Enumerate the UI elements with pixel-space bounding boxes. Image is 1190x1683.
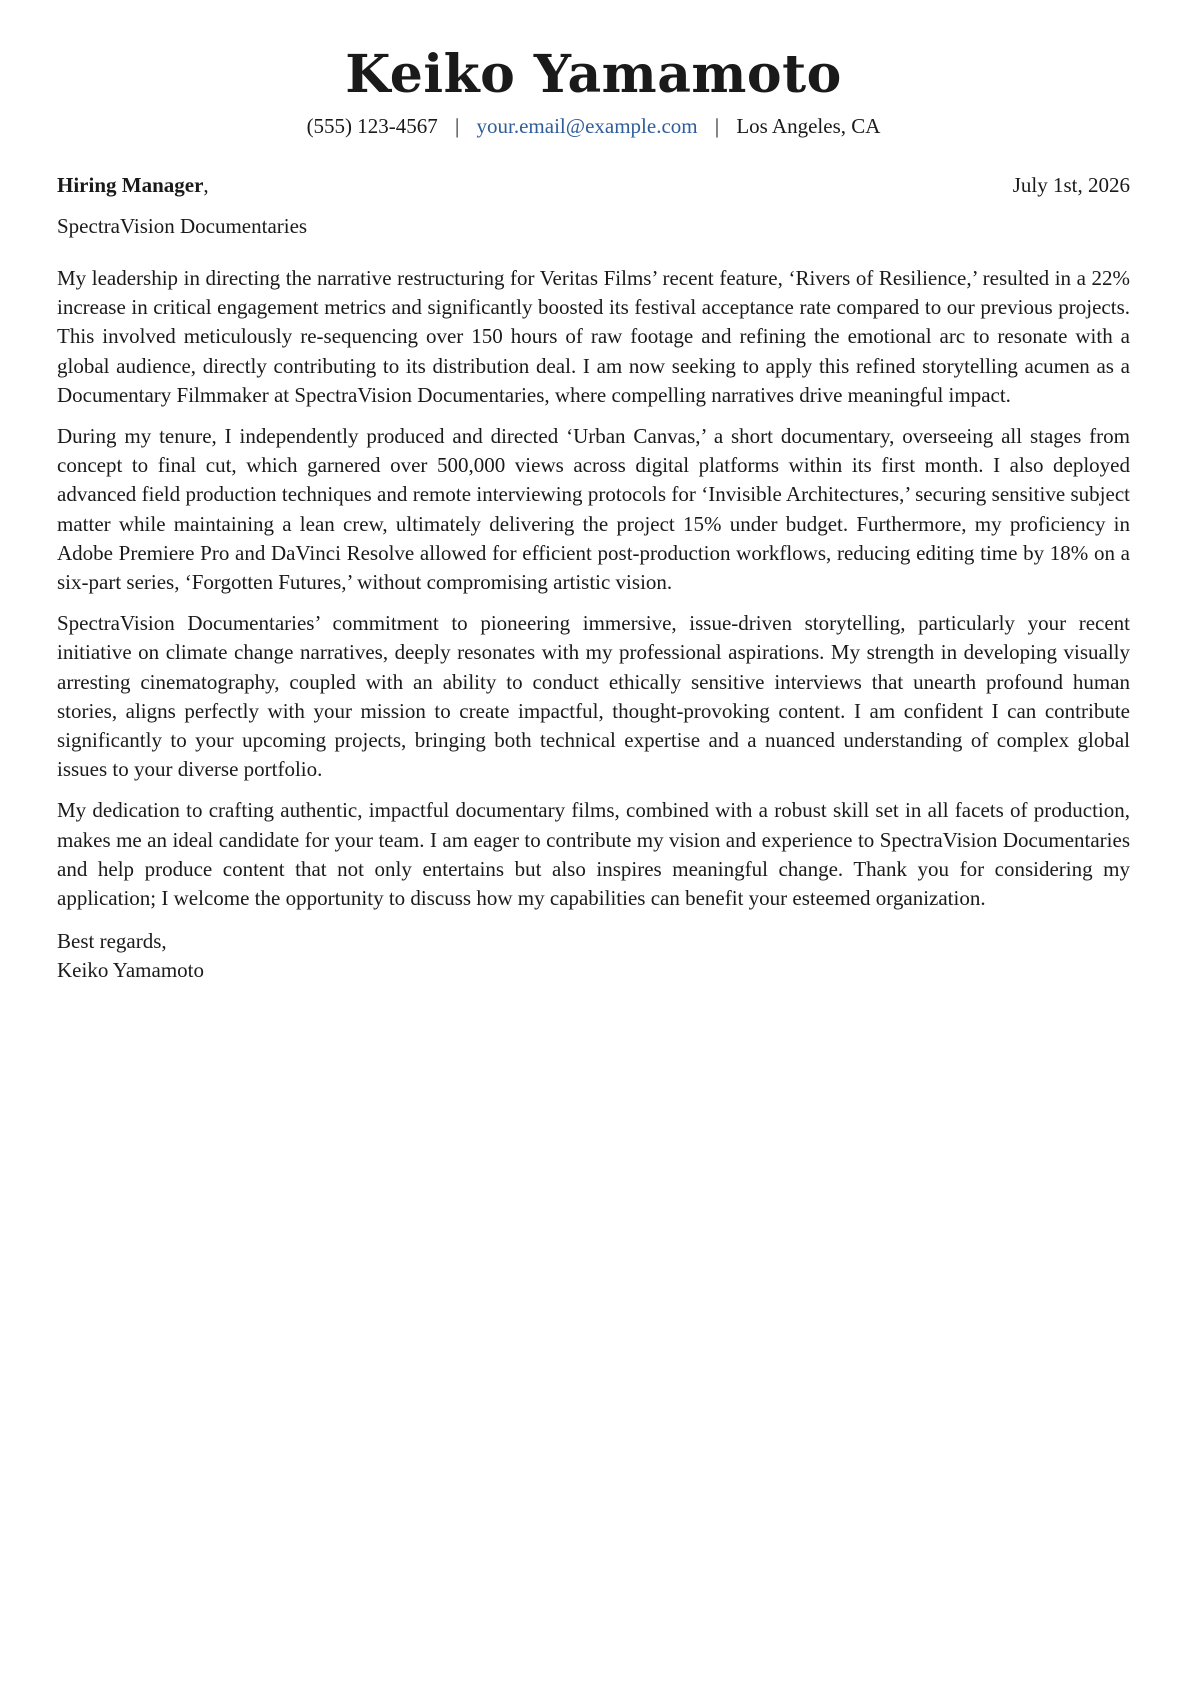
recipient-row bbox=[57, 171, 1130, 199]
salutation bbox=[57, 171, 209, 199]
body-paragraph: During my tenure, I independently produced and directed ‘Urban Canvas,’ a short documentary, overseeing all stages from concept to final cut, which garnered over 500,000 views across digital platforms within its first month. I also deployed advanced field production techniques and remote interviewing protocols for ‘Invisible Architectures,’ securing sensitive subject matter while maintaining a lean crew, ultimately delivering the project 15% under budget. Furthermore, my proficiency in Adobe Premiere Pro and DaVinci Resolve allowed for efficient post-production workflows, reducing editing time by 18% on a six-part series, ‘Forgotten Futures,’ without compromising artistic vision. bbox=[57, 424, 1130, 595]
letter-body bbox=[57, 264, 1130, 913]
recipient-company: SpectraVision Documentaries bbox=[57, 214, 308, 238]
body-paragraph: SpectraVision Documentaries’ commitment to pioneering immersive, issue-driven storytelling, particularly your recent initiative on climate change narratives, deeply resonates with my professional aspirations. My strength in developing visually arresting cinematography, coupled with an ability to conduct ethically sensitive interviews that unearth profound human stories, aligns perfectly with your mission to create impactful, thought-provoking content. I am confident I can contribute significantly to your upcoming projects, bringing both technical expertise and a nuanced understanding of complex global issues to your diverse portfolio. bbox=[57, 611, 1130, 782]
sender-name: Keiko Yamamoto bbox=[345, 44, 842, 105]
salutation-suffix: , bbox=[203, 173, 209, 197]
body-paragraph: My dedication to crafting authentic, impactful documentary films, combined with a robust skill set in all facets of production, makes me an ideal candidate for your team. I am eager to contribute my vision and experience to SpectraVision Documentaries and help produce content that not only entertains but also inspires meaningful change. Thank you for considering my application; I welcome the opportunity to discuss how my capabilities can benefit your esteemed organization. bbox=[57, 798, 1130, 911]
sign-off: Best regards, bbox=[57, 929, 167, 954]
email-link[interactable]: your.email@example.com bbox=[476, 114, 698, 138]
salutation-name: Hiring Manager bbox=[57, 173, 204, 197]
contact-separator: | bbox=[455, 114, 460, 138]
location: Los Angeles, CA bbox=[736, 114, 881, 138]
body-paragraph: My leadership in directing the narrative restructuring for Veritas Films’ recent feature, ‘Rivers of Resilience,’ resulted in a 22% increase in critical engagement metrics and significantly boosted its festival acceptance rate compared to our previous projects. This involved meticulously re-sequencing over 150 hours of raw footage and refining the emotional arc to resonate with a global audience, directly contributing to its distribution deal. I am now seeking to apply this refined storytelling acumen as a Documentary Filmmaker at SpectraVision Documentaries, where compelling narratives drive meaningful impact. bbox=[57, 266, 1130, 407]
letter-date: July 1st, 2026 bbox=[1012, 173, 1130, 197]
cover-letter-page bbox=[57, 0, 1130, 985]
letter-closing bbox=[57, 927, 1130, 985]
letter-header bbox=[57, 0, 1130, 140]
phone-number: (555) 123-4567 bbox=[306, 114, 438, 138]
contact-separator: | bbox=[714, 114, 720, 138]
signature-name: Keiko Yamamoto bbox=[57, 958, 204, 983]
contact-line bbox=[57, 112, 1130, 140]
